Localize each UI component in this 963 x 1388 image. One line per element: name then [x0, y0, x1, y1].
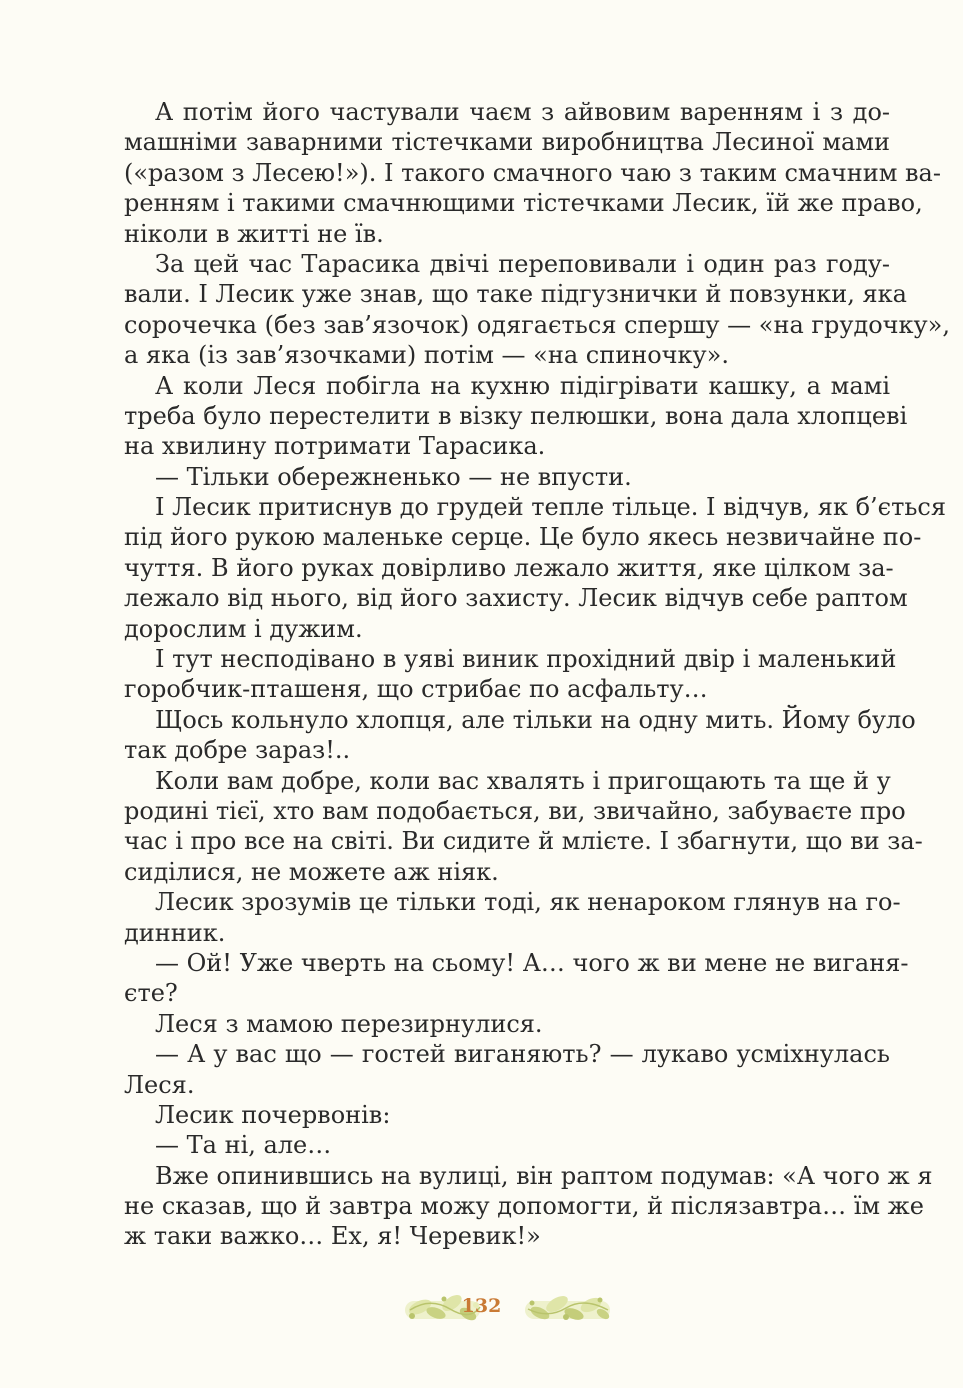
text-line: а яка (із зав’язочками) потім — «на спиночку». [124, 341, 729, 370]
text-line: лежало від нього, від його захисту. Лесик відчув себе раптом [124, 584, 908, 613]
text-line: І Лесик притиснув до грудей тепле тільце. І відчув, як б’ється [155, 493, 947, 522]
text-line: машніми заварними тістечками виробництва Лесиної мами [124, 128, 890, 157]
text-line: ренням і такими смачнющими тістечками Лесик, їй же право, [124, 189, 923, 218]
text-line: під його рукою маленьке серце. Це було якесь незвичайне по- [124, 523, 922, 552]
text-line: чуття. В його руках довірливо лежало життя, яке цілком за- [124, 553, 894, 582]
text-line: Лесик зрозумів це тільки тоді, як ненароком глянув на го- [155, 888, 901, 917]
text-line: не сказав, що й завтра можу допомогти, й післязавтра… їм же [124, 1192, 924, 1221]
text-line: сиділися, не можете аж ніяк. [124, 857, 499, 886]
text-line: — Ой! Уже чверть на сьому! А… чого ж ви мене не виганя- [155, 948, 909, 977]
text-line: дорослим і дужим. [124, 614, 363, 643]
body-text [124, 97, 950, 1252]
text-line: горобчик-пташеня, що стрибає по асфальту… [124, 675, 708, 704]
text-line: родині тієї, хто вам подобається, ви, звичайно, забуваєте про [124, 796, 906, 825]
text-line: Коли вам добре, коли вас хвалять і пригощають та ще й у [155, 766, 891, 795]
text-line: час і про все на світі. Ви сидите й млієте. І збагнути, що ви за- [124, 827, 923, 856]
text-line: Леся з мамою перезирнулися. [155, 1009, 543, 1038]
text-line: — А у вас що — гостей виганяють? — лукаво усміхнулась [155, 1040, 890, 1069]
text-line: динник. [124, 918, 226, 947]
text-line: на хвилину потримати Тарасика. [124, 432, 546, 461]
text-line: єте? [124, 979, 178, 1008]
page-footer [0, 1283, 963, 1335]
text-line: Щось кольнуло хлопця, але тільки на одну мить. Йому було [155, 705, 916, 734]
text-line: За цей час Тарасика двічі переповивали і один раз году- [155, 249, 890, 278]
text-line: («разом з Лесею!»). І такого смачного чаю з таким смачним ва- [124, 158, 941, 187]
text-line: Леся. [124, 1070, 195, 1099]
page-number: 132 [461, 1295, 502, 1317]
text-line: ніколи в житті не їв. [124, 219, 384, 248]
text-line: А потім його частували чаєм з айвовим варенням і з до- [155, 98, 890, 126]
text-line: — Та ні, але… [155, 1131, 332, 1160]
text-line: І тут несподівано в уяві виник прохідний двір і маленький [155, 645, 897, 674]
text-line: Вже опинившись на вулиці, він раптом подумав: «А чого ж я [155, 1161, 933, 1190]
text-line: А коли Леся побігла на кухню підігрівати кашку, а мамі [155, 371, 890, 400]
text-line: так добре зараз!.. [124, 736, 351, 765]
text-line: сорочечка (без зав’язочок) одягається спершу — «на грудочку», [124, 310, 950, 339]
text-line: Лесик почервонів: [155, 1100, 391, 1129]
text-line: вали. І Лесик уже знав, що таке підгузнички й повзунки, яка [124, 280, 907, 309]
text-line: треба було перестелити в візку пелюшки, вона дала хлопцеві [124, 401, 908, 430]
text-line: — Тільки обережненько — не впусти. [155, 462, 632, 491]
text-line: ж таки важко… Ех, я! Черевик!» [124, 1222, 541, 1251]
